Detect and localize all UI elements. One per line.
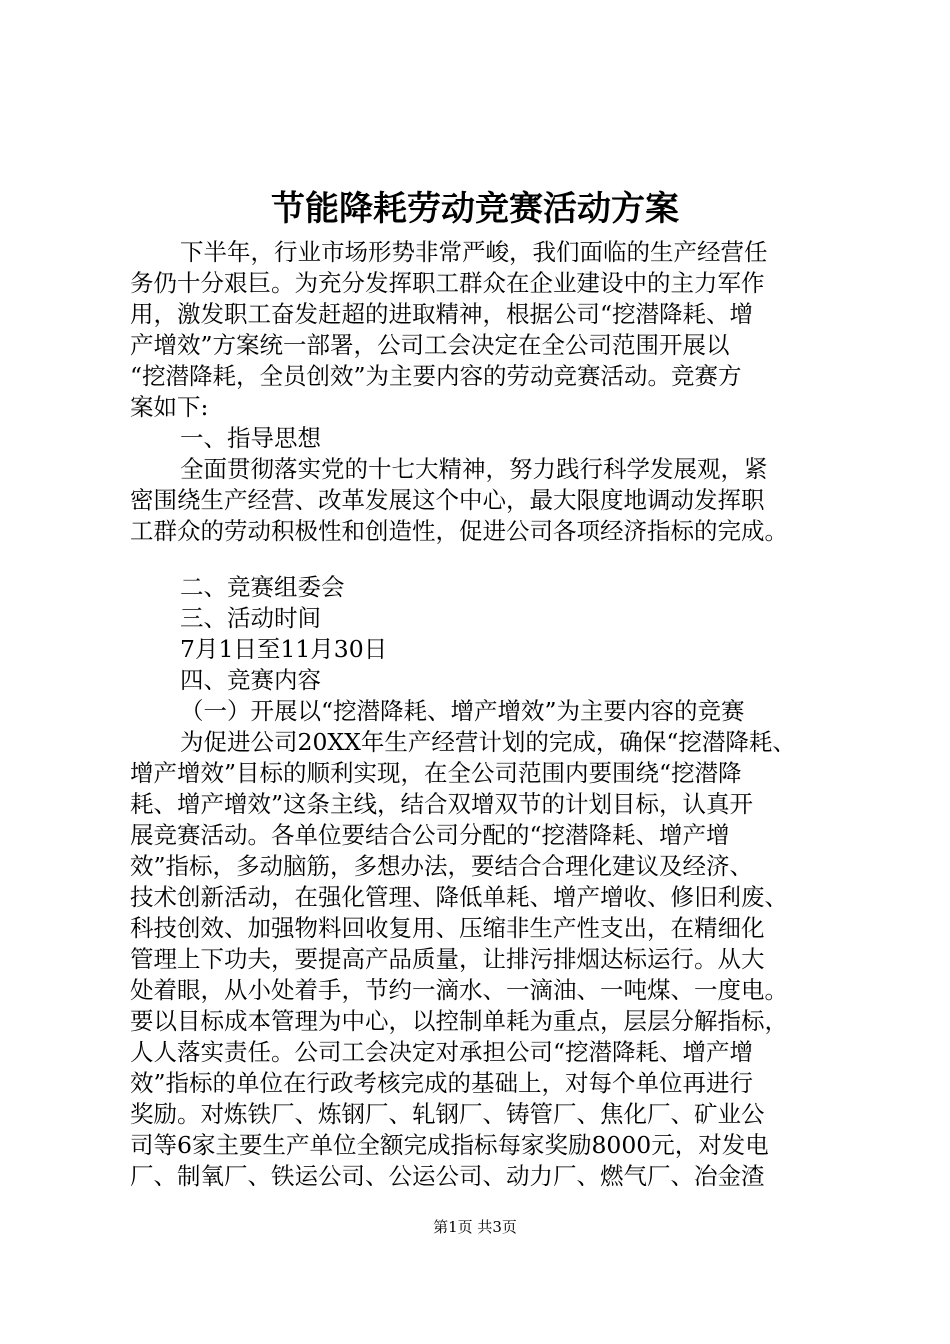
body-line: 效”指标的单位在行政考核完成的基础上，对每个单位再进行 bbox=[130, 1069, 754, 1097]
body-line: 奖励。对炼铁厂、炼钢厂、轧钢厂、铸管厂、焦化厂、矿业公 bbox=[130, 1100, 765, 1128]
document-title: 节能降耗劳动竞赛活动方案 bbox=[271, 189, 679, 229]
body-line: 为促进公司20XX年生产经营计划的完成，确保“挖潜降耗、 bbox=[180, 728, 796, 756]
body-line: 用，激发职工奋发赶超的进取精神，根据公司“挖潜降耗、增 bbox=[130, 300, 754, 328]
body-line: 务仍十分艰巨。为充分发挥职工群众在企业建设中的主力军作 bbox=[130, 269, 765, 297]
body-line: 人人落实责任。公司工会决定对承担公司“挖潜降耗、增产增 bbox=[130, 1038, 754, 1066]
body-line: “挖潜降耗，全员创效”为主要内容的劳动竞赛活动。竞赛方 bbox=[130, 362, 742, 390]
section-heading: 三、活动时间 bbox=[180, 604, 321, 632]
section-heading: 二、竞赛组委会 bbox=[180, 573, 345, 601]
section-heading: 一、指导思想 bbox=[180, 424, 321, 452]
body-line: 下半年，行业市场形势非常严峻，我们面临的生产经营任 bbox=[180, 238, 768, 266]
body-line: 7月1日至11月30日 bbox=[180, 635, 388, 663]
page-footer: 第1页 共3页 bbox=[433, 1218, 517, 1236]
body-line: 案如下: bbox=[130, 393, 209, 421]
body-line: 司等6家主要生产单位全额完成指标每家奖励8000元，对发电 bbox=[130, 1131, 769, 1159]
body-line: 展竞赛活动。各单位要结合公司分配的“挖潜降耗、增产增 bbox=[130, 821, 730, 849]
section-heading: 四、竞赛内容 bbox=[180, 666, 321, 694]
body-line: 要以目标成本管理为中心，以控制单耗为重点，层层分解指标， bbox=[130, 1007, 788, 1035]
subsection-heading: （一）开展以“挖潜降耗、增产增效”为主要内容的竞赛 bbox=[180, 697, 745, 725]
body-line: 密围绕生产经营、改革发展这个中心，最大限度地调动发挥职 bbox=[130, 486, 765, 514]
body-line: 科技创效、加强物料回收复用、压缩非生产性支出，在精细化 bbox=[130, 914, 765, 942]
body-line: 全面贯彻落实党的十七大精神，努力践行科学发展观，紧 bbox=[180, 455, 768, 483]
body-line: 厂、制氧厂、铁运公司、公运公司、动力厂、燃气厂、冶金渣 bbox=[130, 1162, 765, 1190]
body-line: 产增效”方案统一部署，公司工会决定在全公司范围开展以 bbox=[130, 331, 730, 359]
body-line: 耗、增产增效”这条主线，结合双增双节的计划目标，认真开 bbox=[130, 790, 754, 818]
body-line: 处着眼，从小处着手，节约一滴水、一滴油、一吨煤、一度电。 bbox=[130, 976, 788, 1004]
body-line: 增产增效”目标的顺利实现，在全公司范围内要围绕“挖潜降 bbox=[130, 759, 742, 787]
body-line: 技术创新活动，在强化管理、降低单耗、增产增收、修旧利废、 bbox=[130, 883, 788, 911]
body-line: 工群众的劳动积极性和创造性，促进公司各项经济指标的完成。 bbox=[130, 517, 788, 545]
body-line: 效”指标，多动脑筋，多想办法，要结合合理化建议及经济、 bbox=[130, 852, 754, 880]
body-line: 管理上下功夫，要提高产品质量，让排污排烟达标运行。从大 bbox=[130, 945, 765, 973]
